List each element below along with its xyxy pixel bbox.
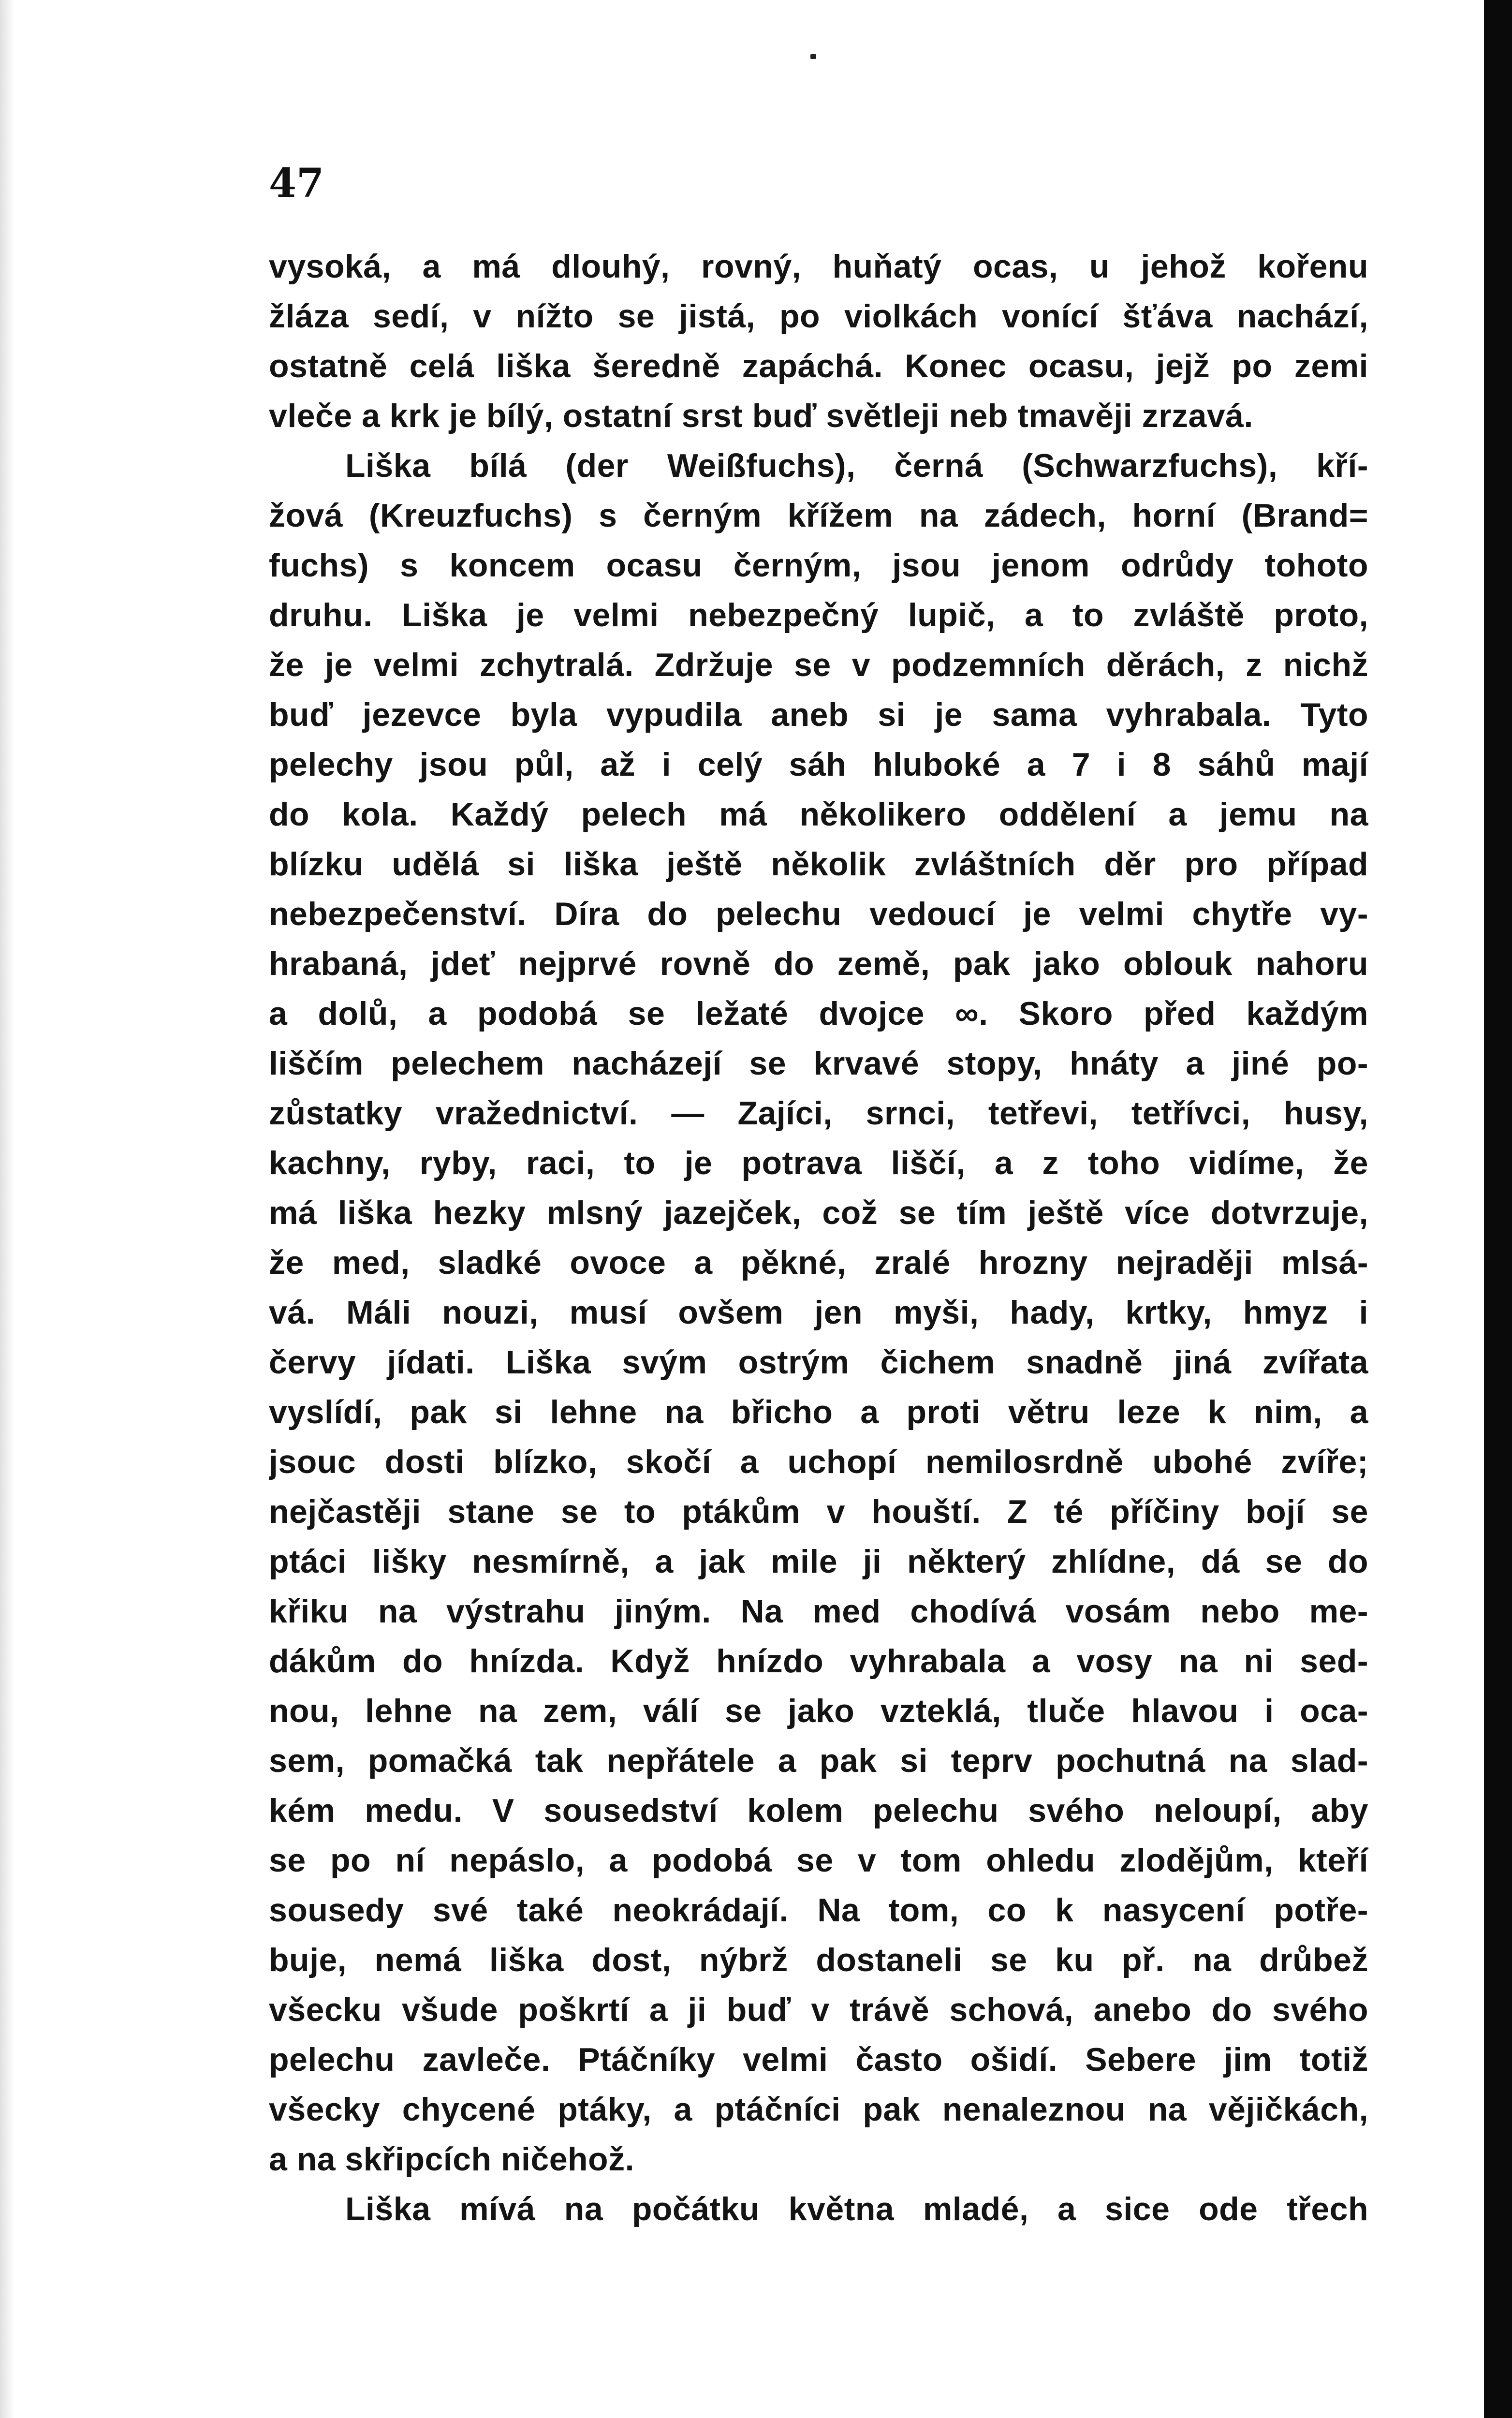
text-line: kém medu. V sousedství kolem pelechu svého neloupí, aby (269, 1792, 1368, 1829)
text-line: buď jezevce byla vypudila aneb si je sama vyhrabala. Tyto (269, 696, 1368, 733)
page-number: 47 (269, 160, 324, 206)
text-line: pelechy jsou půl, až i celý sáh hluboké a 7 i 8 sáhů mají (269, 746, 1368, 783)
text-line: blízku udělá si liška ještě několik zvláštních děr pro případ (269, 846, 1368, 883)
text-line: žová (Kreuzfuchs) s černým křížem na zádech, horní (Brand= (269, 497, 1368, 534)
text-line: křiku na výstrahu jiným. Na med chodívá vosám nebo me- (269, 1593, 1368, 1630)
text-line: do kola. Každý pelech má několikero oddělení a jemu na (269, 796, 1368, 833)
page-edge-shadow (0, 0, 15, 2418)
text-line: se po ní nepáslo, a podobá se v tom ohledu zlodějům, kteří (269, 1842, 1368, 1879)
text-line: nou, lehne na zem, válí se jako vzteklá, tluče hlavou i oca- (269, 1693, 1368, 1729)
text-line: vá. Máli nouzi, musí ovšem jen myši, hady, krtky, hmyz i (269, 1294, 1368, 1331)
text-line: vyslídí, pak si lehne na břicho a proti větru leze k nim, a (269, 1394, 1368, 1430)
text-line: nebezpečenství. Díra do pelechu vedoucí je velmi chytře vy- (269, 896, 1368, 932)
text-line: jsouc dosti blízko, skočí a uchopí nemilosrdně ubohé zvíře; (269, 1444, 1368, 1480)
text-line: a na skřipcích ničehož. (269, 2141, 634, 2178)
text-line: že je velmi zchytralá. Zdržuje se v podzemních děrách, z nichž (269, 647, 1368, 683)
text-line: ptáci lišky nesmírně, a jak mile ji některý zhlídne, dá se do (269, 1543, 1368, 1580)
text-line: všecky chycené ptáky, a ptáčníci pak nenaleznou na vějičkách, (269, 2091, 1368, 2128)
text-line: druhu. Liška je velmi nebezpečný lupič, a to zvláště proto, (269, 597, 1368, 634)
text-line: Liška mívá na počátku května mladé, a sice ode třech (345, 2191, 1368, 2227)
text-line: všecku všude poškrtí a ji buď v trávě schová, anebo do svého (269, 1991, 1368, 2028)
text-line: vleče a krk je bílý, ostatní srst buď světleji neb tmavěji zrzavá. (269, 398, 1253, 434)
text-line: liščím pelechem nacházejí se krvavé stopy, hnáty a jiné po- (269, 1045, 1368, 1082)
text-line: červy jídati. Liška svým ostrým čichem snadně jiná zvířata (269, 1344, 1368, 1381)
text-line: žláza sedí, v nížto se jistá, po violkách vonící šťáva nachází, (269, 298, 1368, 335)
text-line: sem, pomačká tak nepřátele a pak si teprv pochutná na slad- (269, 1742, 1368, 1779)
text-line: a dolů, a podobá se ležaté dvojce ∞. Skoro před každým (269, 995, 1368, 1032)
text-line: kachny, ryby, raci, to je potrava liščí, a z toho vidíme, že (269, 1145, 1368, 1181)
text-line: fuchs) s koncem ocasu černým, jsou jenom odrůdy tohoto (269, 547, 1368, 584)
text-line: dákům do hnízda. Když hnízdo vyhrabala a vosy na ni sed- (269, 1643, 1368, 1680)
text-line: zůstatky vražednictví. — Zajíci, srnci, tetřevi, tetřívci, husy, (269, 1095, 1368, 1132)
text-line: sousedy své také neokrádají. Na tom, co k nasycení potře- (269, 1892, 1368, 1929)
text-line: Liška bílá (der Weißfuchs), černá (Schwarzfuchs), kří- (345, 447, 1368, 484)
text-line: pelechu zavleče. Ptáčníky velmi často ošidí. Sebere jim totiž (269, 2041, 1368, 2078)
text-line: nejčastěji stane se to ptákům v houští. Z té příčiny bojí se (269, 1493, 1368, 1530)
text-line: že med, sladké ovoce a pěkné, zralé hrozny nejraději mlsá- (269, 1244, 1368, 1281)
print-speck (810, 54, 816, 59)
text-line: ostatně celá liška šeredně zapáchá. Konec ocasu, jejž po zemi (269, 348, 1368, 384)
text-line: hrabaná, jdeť nejprvé rovně do země, pak jako oblouk nahoru (269, 945, 1368, 982)
text-line: buje, nemá liška dost, nýbrž dostaneli se ku př. na drůbež (269, 1942, 1368, 1978)
body-text (269, 242, 1368, 2234)
scan-border (1484, 0, 1512, 2418)
text-line: má liška hezky mlsný jazejček, což se tím ještě více dotvrzuje, (269, 1194, 1368, 1231)
text-line: vysoká, a má dlouhý, rovný, huňatý ocas, u jehož kořenu (269, 248, 1368, 285)
